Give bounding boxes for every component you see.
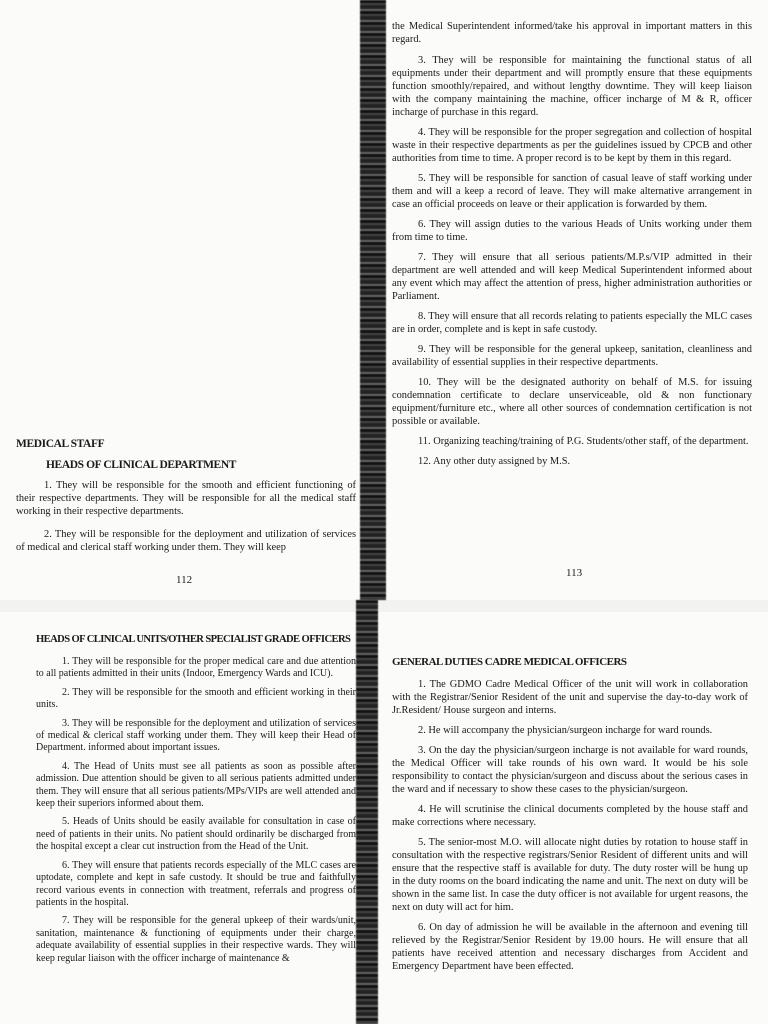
paragraph: 4. The Head of Units must see all patients as soon as possible after admission. Due attention should be given to all serious patients admitted under them. They will ensure that all serious patients/MPs/VIPs are well attended and keep their superiors informed about them.: [36, 760, 356, 810]
paragraph: 4. He will scrutinise the clinical documents completed by the house staff and make corrections where necessary.: [392, 804, 748, 828]
paragraph: 4. They will be responsible for the proper segregation and collection of hospital waste in their respective departments as per the guidelines issued by CPCB and other authorities from time to time. A proper record is to be kept by them in this regard.: [392, 127, 752, 164]
paragraph: 3. They will be responsible for the deployment and utilization of services of medical & clerical staff working under them. They will keep their Head of Department. informed about important issues.: [36, 717, 356, 754]
paragraph: 7. They will be responsible for the general upkeep of their wards/unit, sanitation, maintenance & functioning of equipments under their charge, adequate availability of essential supplies in their respective wards. They will keep regular liaison with the officer incharge of maintenance &: [36, 915, 356, 964]
page-lower-left-text: [36, 656, 356, 965]
page-number: 112: [176, 574, 193, 586]
section-title-heads-of-clinical-units: HEADS OF CLINICAL UNITS/OTHER SPECIALIST GRADE OFFICERS: [36, 634, 351, 645]
section-title-general-duties-cadre: GENERAL DUTIES CADRE MEDICAL OFFICERS: [392, 656, 627, 668]
paragraph: 2. They will be responsible for the smooth and efficient working in their units.: [36, 686, 356, 711]
book-spine-shadow: [360, 0, 386, 600]
paragraph: 6. They will assign duties to the various Heads of Units working under them from time to time.: [392, 219, 752, 243]
page-112: [0, 0, 368, 600]
subsection-title-heads-of-clinical-department: HEADS OF CLINICAL DEPARTMENT: [46, 459, 236, 471]
paragraph: 7. They will ensure that all serious patients/M.P.s/VIP admitted in their department are well attended and will keep Medical Superintendent informed about any event which may affect the attention of press, higher administration authorities or Parliament.: [392, 252, 752, 302]
paragraph: 3. They will be responsible for maintaining the functional status of all equipments under their department and will promptly ensure that these equipments function smoothly/repaired, and without lengthy downtime. They will keep liaison with the company maintaining the machine, officer incharge of M & R, officer incharge of purchase in this regard.: [392, 55, 752, 118]
paragraph: 5. Heads of Units should be easily available for consultation in case of need of patients in their units. No patient should ordinarily be discharged from the hospital except a clear cut instruction from the Head of the Unit.: [36, 816, 356, 853]
page-lower-right: [372, 612, 768, 1024]
paragraph: 5. They will be responsible for sanction of casual leave of staff working under them and will a keep a record of leave. They will make alternative arrangement in case an official proceeds on leave or their application is forwarded by them.: [392, 173, 752, 210]
paragraph: 11. Organizing teaching/training of P.G. Students/other staff, of the department.: [418, 436, 749, 447]
paragraph: 10. They will be the designated authority on behalf of M.S. for issuing condemnation certificate to declare unserviceable, old & non functionary equipment/furniture etc., where all other sources of condemnation certification is not possible or available.: [392, 377, 752, 427]
paragraph: 6. They will ensure that patients records especially of the MLC cases are uptodate, complete and kept in safe custody. It should be true and faithfully record various events in connection with treatment, referrals and progress of patients in the hospital.: [36, 859, 356, 908]
section-title-medical-staff: MEDICAL STAFF: [16, 438, 105, 450]
paragraph: 2. They will be responsible for the deployment and utilization of services of medical and clerical staff working under them. They will keep: [16, 529, 356, 553]
paragraph: 1. They will be responsible for the smooth and efficient functioning of their respective departments. They will be responsible for all the medical staff working in their respective departments.: [16, 480, 356, 517]
page-113-text: [392, 20, 752, 468]
page-lower-right-text: [392, 678, 748, 973]
paragraph: 6. On day of admission he will be available in the afternoon and evening till relieved by the Registrar/Senior Resident by 19.00 hours. He will ensure that all patients have received attention and necessary discharges from Accident and Emergency Department have been effected.: [392, 922, 748, 972]
page-lower-left: [0, 612, 362, 1024]
paragraph: 3. On the day the physician/surgeon incharge is not available for ward rounds, the Medical Officer will take rounds of his own ward. It would be his sole responsibility to contact the physician/surgeon and discuss about the serious cases in the ward and if necessary to show these cases to the physician/surgeon.: [392, 745, 748, 795]
paragraph: 5. The senior-most M.O. will allocate night duties by rotation to house staff in consultation with the respective registrars/Senior Resident of different units and will ensure that the respective staff is available for duty. The duty roster will be hung up in the duty rooms on the board indicating the name and unit. The next on duty will be shown in the same list. In case the duty officer is not available for urgent reasons, the next on duty will act for him.: [392, 837, 748, 913]
paragraph: 9. They will be responsible for the general upkeep, sanitation, cleanliness and availability of essential supplies in their respective departments.: [392, 344, 752, 368]
paragraph: 1. They will be responsible for the proper medical care and due attention to all patients admitted in their units (Indoor, Emergency Wards and ICU).: [36, 656, 356, 680]
paragraph: 8. They will ensure that all records relating to patients especially the MLC cases are in order, complete and is kept in safe custody.: [392, 311, 752, 335]
page-113: [378, 0, 768, 600]
book-spine-shadow: [356, 600, 378, 1024]
page-number: 113: [566, 567, 583, 579]
paragraph: 12. Any other duty assigned by M.S.: [418, 456, 571, 467]
paragraph: 2. He will accompany the physician/surgeon incharge for ward rounds.: [418, 725, 713, 736]
paragraph: 1. The GDMO Cadre Medical Officer of the unit will work in collaboration with the Registrar/Senior Resident of the unit and supervise the day-to-day work of Jr.Resident/ House surgeon and interns.: [392, 679, 748, 716]
paragraph: the Medical Superintendent informed/take his approval in important matters in this regard.: [392, 21, 752, 45]
